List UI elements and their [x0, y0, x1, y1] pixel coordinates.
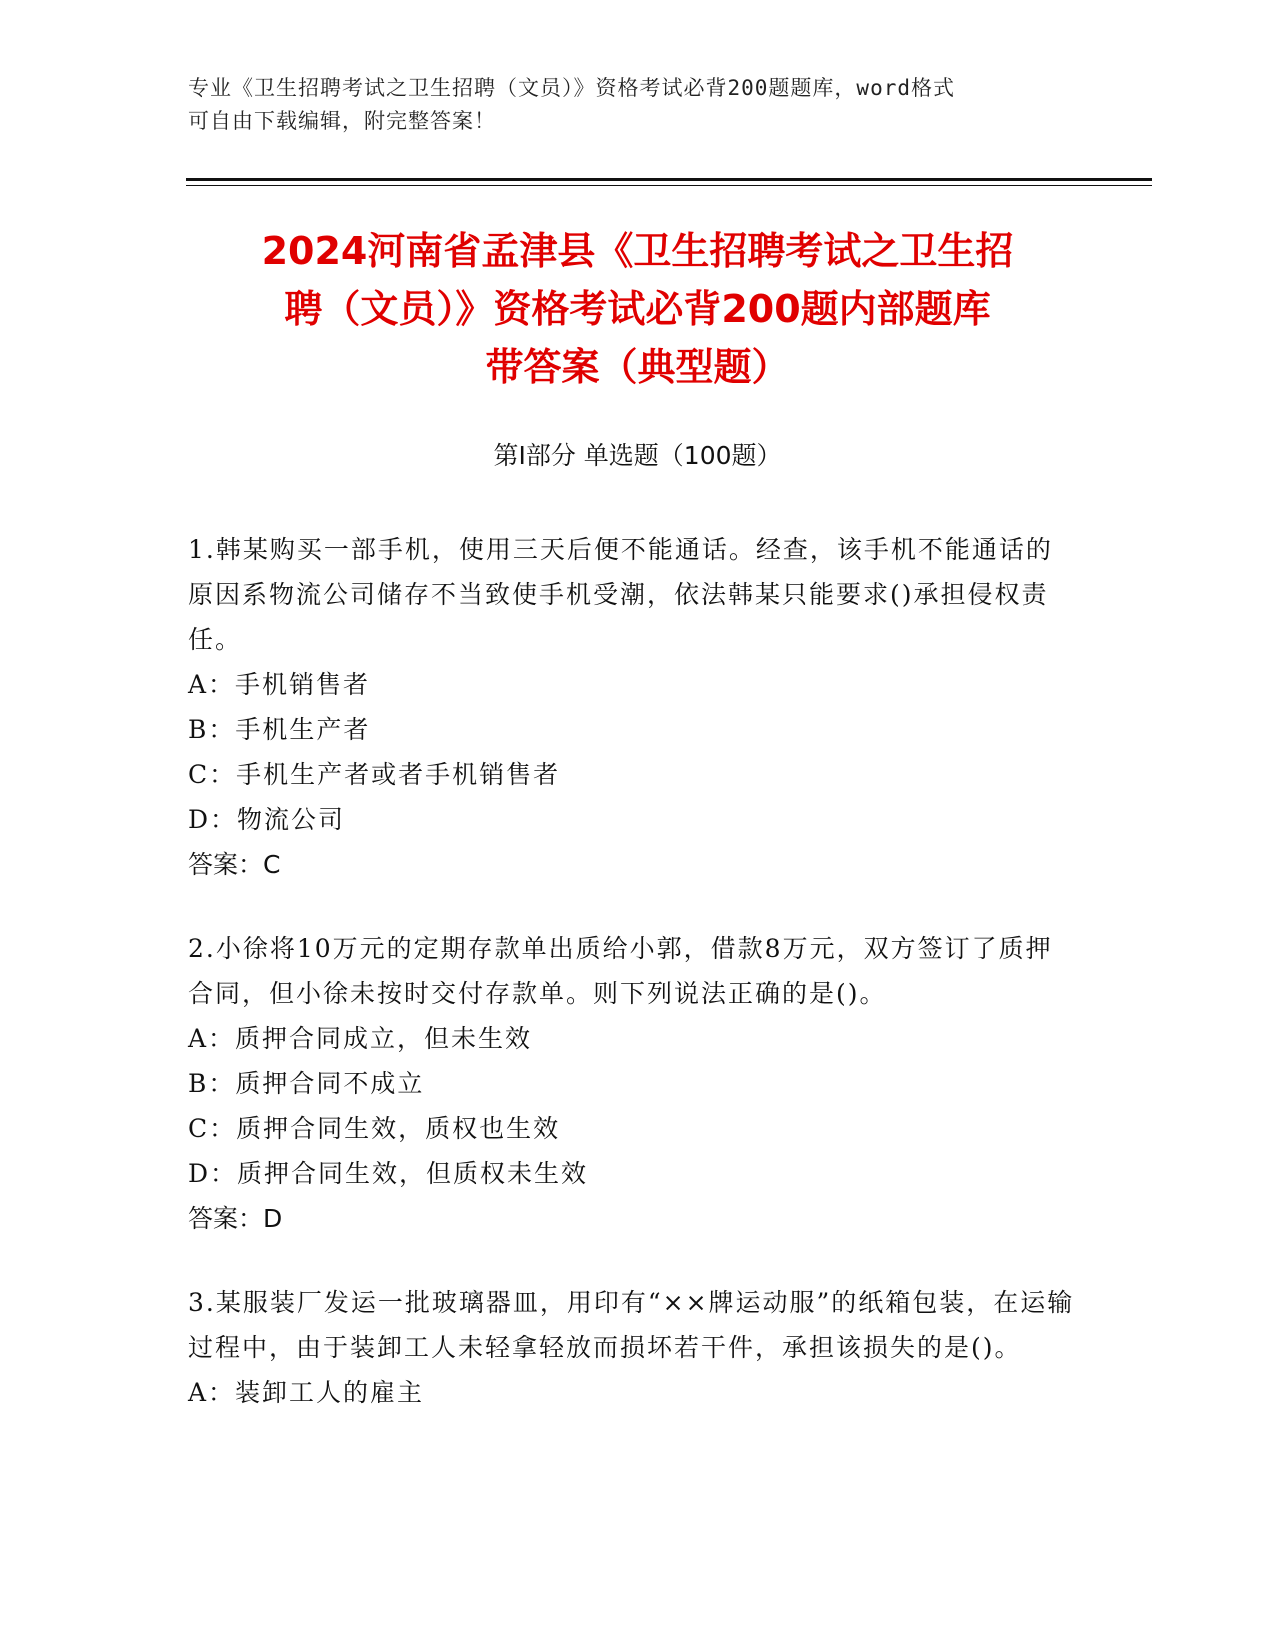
header-note-line-2: 可自由下载编辑，附完整答案！ — [188, 109, 496, 133]
option-c: C：质押合同生效，质权也生效 — [188, 1114, 561, 1143]
option-a: A：装卸工人的雇主 — [188, 1378, 425, 1407]
question-stem: 1.韩某购买一部手机，使用三天后便不能通话。经查，该手机不能通话的原因系物流公司储存不当致使手机受潮，依法韩某只能要求()承担侵权责任。 — [188, 535, 1053, 654]
option-c: C：手机生产者或者手机销售者 — [188, 760, 561, 789]
document-title-line-3: 带答案（典型题） — [485, 345, 790, 389]
question-1 — [188, 527, 1078, 887]
option-a: A：手机销售者 — [188, 670, 371, 699]
option-a: A：质押合同成立，但未生效 — [188, 1024, 533, 1053]
option-b: B：手机生产者 — [188, 715, 371, 744]
header-divider-thick — [186, 178, 1152, 181]
header-divider-thin — [186, 185, 1152, 186]
answer-label: 答案：C — [188, 850, 281, 879]
question-stem: 2.小徐将10万元的定期存款单出质给小郭，借款8万元，双方签订了质押合同，但小徐未按时交付存款单。则下列说法正确的是()。 — [188, 934, 1053, 1008]
document-title — [180, 222, 1095, 396]
question-3 — [188, 1280, 1078, 1415]
question-2 — [188, 926, 1078, 1241]
answer-label: 答案：D — [188, 1204, 283, 1233]
header-note-line-1: 专业《卫生招聘考试之卫生招聘（文员）》资格考试必背200题题库，word格式 — [188, 76, 955, 100]
document-title-line-1: 2024河南省孟津县《卫生招聘考试之卫生招 — [261, 229, 1014, 273]
question-list — [188, 527, 1078, 1454]
option-d: D：物流公司 — [188, 805, 346, 834]
header-note — [188, 72, 1088, 138]
question-stem: 3.某服装厂发运一批玻璃器皿，用印有“××牌运动服”的纸箱包装，在运输过程中，由于装卸工人未轻拿轻放而损坏若干件，承担该损失的是()。 — [188, 1288, 1075, 1362]
document-title-line-2: 聘（文员）》资格考试必背200题内部题库 — [284, 287, 991, 331]
option-b: B：质押合同不成立 — [188, 1069, 425, 1098]
section-title: 第Ⅰ部分 单选题（100题） — [493, 441, 782, 470]
option-d: D：质押合同生效，但质权未生效 — [188, 1159, 589, 1188]
